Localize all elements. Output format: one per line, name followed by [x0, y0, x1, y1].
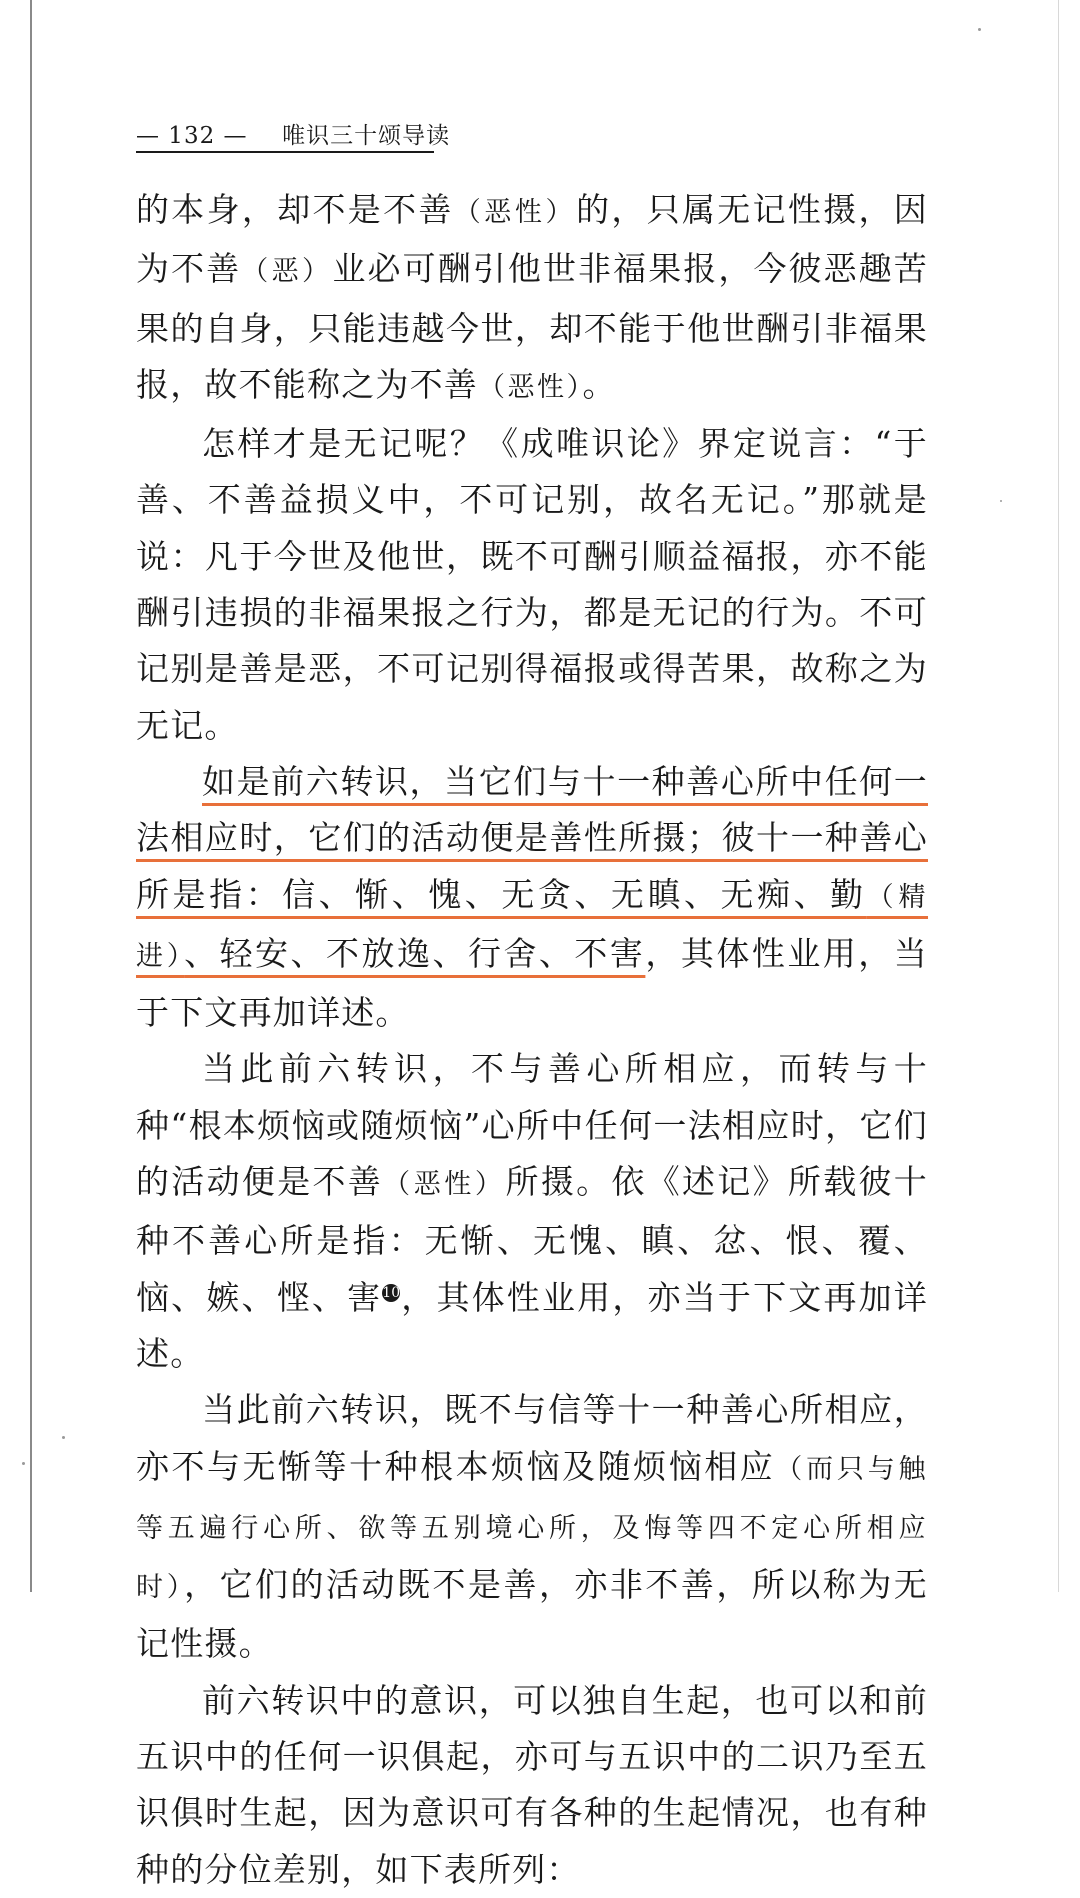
- text-run: 业必可酬引他世非福果报，今彼恶趣苦果的自身，只能违越今世，却不能于他世酬引非福果报，故不能称之为不善: [136, 249, 929, 404]
- small-annotation: （恶）: [241, 256, 333, 288]
- small-annotation: （恶性）: [383, 1169, 506, 1201]
- text-run: ，它们的活动既不是善，亦非不善，所以称为无记性摄。: [136, 1565, 929, 1664]
- scan-right-edge: [1058, 0, 1059, 1592]
- footnote-marker[interactable]: 10: [382, 1284, 401, 1301]
- text-run: 。: [582, 364, 617, 404]
- highlighted-annotation: （精进）: [136, 881, 929, 972]
- paragraph-3: [136, 754, 928, 1041]
- paragraph-5: [136, 1382, 928, 1672]
- scan-speck: [1000, 500, 1002, 502]
- text-run: 的本身，却不是不善: [136, 190, 454, 229]
- small-annotation: （恶性）: [478, 371, 583, 403]
- page-body: [136, 182, 928, 1898]
- text-run: 当此前六转识，不与善心所相应，而转与十种“根本烦恼或随烦恼”心所中任何一法相应时，它们的活动便是不善: [136, 1049, 928, 1202]
- scan-speck: [978, 28, 981, 31]
- paragraph-1: [136, 182, 928, 416]
- small-annotation: （而只与触等五遍行心所、欲等五别境心所，及悔等四不定心所相应时）: [136, 1453, 929, 1604]
- scan-speck: [22, 1462, 25, 1465]
- highlighted-passage-end: 、轻安、不放逸、行舍、不害: [184, 933, 646, 973]
- page-number: — 132 —: [136, 123, 248, 149]
- paragraph-2: 怎样才是无记呢？《成唯识论》界定说言：“于善、不善益损义中，不可记别，故名无记。”那就是说：凡于今世及他世，既不可酬引顺益福报，亦不能酬引违损的非福果报之行为，都是无记的行为。不可记别是善是恶，不可记别得福报或得苦果，故称之为无记。: [136, 424, 928, 745]
- text-run: 当此前六转识，既不与信等十一种善心所相应，亦不与无惭等十种根本烦恼及随烦恼相应: [136, 1390, 928, 1486]
- book-title: 唯识三十颂导读: [282, 123, 451, 149]
- small-annotation: （恶性）: [453, 197, 577, 228]
- scan-left-edge: [30, 0, 32, 1592]
- highlighted-passage: 如是前六转识，当它们与十一种善心所中任何一法相应时，它们的活动便是善性所摄；彼十一种善心所是指：信、惭、愧、无贪、无瞋、无痴、勤: [136, 761, 928, 914]
- header-rule: [136, 151, 434, 153]
- text-run: ，其体性业用，亦当于下文再加详述。: [136, 1277, 929, 1373]
- running-header: [136, 117, 450, 151]
- paragraph-6: 前六转识中的意识，可以独自生起，也可以和前五识中的任何一识俱起，亦可与五识中的二识乃至五识俱时生起，因为意识可有各种的生起情况，也有种种的分位差别，如下表所列：: [136, 1680, 928, 1889]
- text-run: 所摄。依《述记》所载彼十种不善心所是指：无惭、无愧、瞋、忿、恨、覆、恼、嫉、悭、害: [136, 1162, 929, 1317]
- paragraph-4: [136, 1041, 928, 1382]
- scan-speck: [62, 1436, 65, 1439]
- text-run: ，其体性业用，当于下文再加详述。: [136, 933, 928, 1033]
- text-run: 的，只属无记性摄，因为不善: [136, 190, 929, 289]
